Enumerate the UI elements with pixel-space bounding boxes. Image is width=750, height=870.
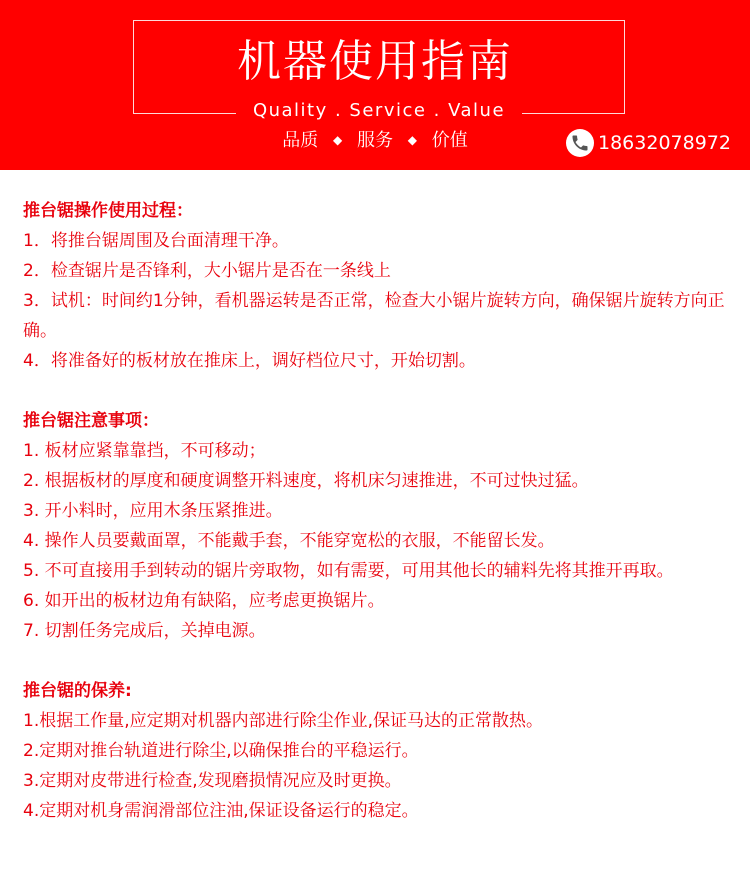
list-item: 1.根据工作量,应定期对机器内部进行除尘作业,保证马达的正常散热。: [23, 711, 544, 731]
section-title: 推台锯操作使用过程：: [23, 201, 193, 221]
header-subtitle: Quality . Service . Value: [236, 100, 522, 122]
list-item: 1．将推台锯周围及台面清理干净。: [23, 231, 289, 251]
phone-contact[interactable]: [566, 127, 731, 159]
list-item: 4．将准备好的板材放在推床上，调好档位尺寸，开始切割。: [23, 351, 476, 371]
list-item: 2. 根据板材的厚度和硬度调整开料速度，将机床匀速推进，不可过快过猛。: [23, 471, 589, 491]
section-operation: [23, 196, 735, 376]
list-item: 7. 切割任务完成后，关掉电源。: [23, 621, 266, 641]
guide-content: [23, 196, 735, 856]
list-item: 2.定期对推台轨道进行除尘,以确保推台的平稳运行。: [23, 741, 419, 761]
section-title: 推台锯的保养:: [23, 681, 132, 701]
header-banner: [0, 0, 750, 170]
tag-value: 价值: [431, 130, 468, 151]
list-item: 6. 如开出的板材边角有缺陷，应考虑更换锯片。: [23, 591, 385, 611]
diamond-separator-icon: ◆: [333, 133, 343, 147]
section-title: 推台锯注意事项：: [23, 411, 159, 431]
phone-icon: [566, 129, 594, 157]
section-maintenance: [23, 676, 735, 826]
list-item: 1. 板材应紧靠靠挡，不可移动；: [23, 441, 266, 461]
list-item: 3. 开小料时，应用木条压紧推进。: [23, 501, 283, 521]
list-item: 4.定期对机身需润滑部位注油,保证设备运行的稳定。: [23, 801, 419, 821]
list-item: 5. 不可直接用手到转动的锯片旁取物，如有需要，可用其他长的辅料先将其推开再取。: [23, 561, 674, 581]
list-item: 2．检查锯片是否锋利，大小锯片是否在一条线上: [23, 261, 391, 281]
tag-service: 服务: [357, 130, 393, 151]
page-title: 机器使用指南: [237, 36, 513, 87]
section-precautions: [23, 406, 735, 646]
diamond-separator-icon: ◆: [407, 133, 417, 147]
list-item: 3.定期对皮带进行检查,发现磨损情况应及时更换。: [23, 771, 402, 791]
phone-number: 18632078972: [598, 132, 731, 154]
list-item: 4. 操作人员要戴面罩，不能戴手套，不能穿宽松的衣服，不能留长发。: [23, 531, 555, 551]
list-item: 3．试机：时间约1分钟，看机器运转是否正常，检查大小锯片旋转方向，确保锯片旋转方向正确。: [23, 291, 725, 341]
tag-quality: 品质: [282, 130, 319, 151]
